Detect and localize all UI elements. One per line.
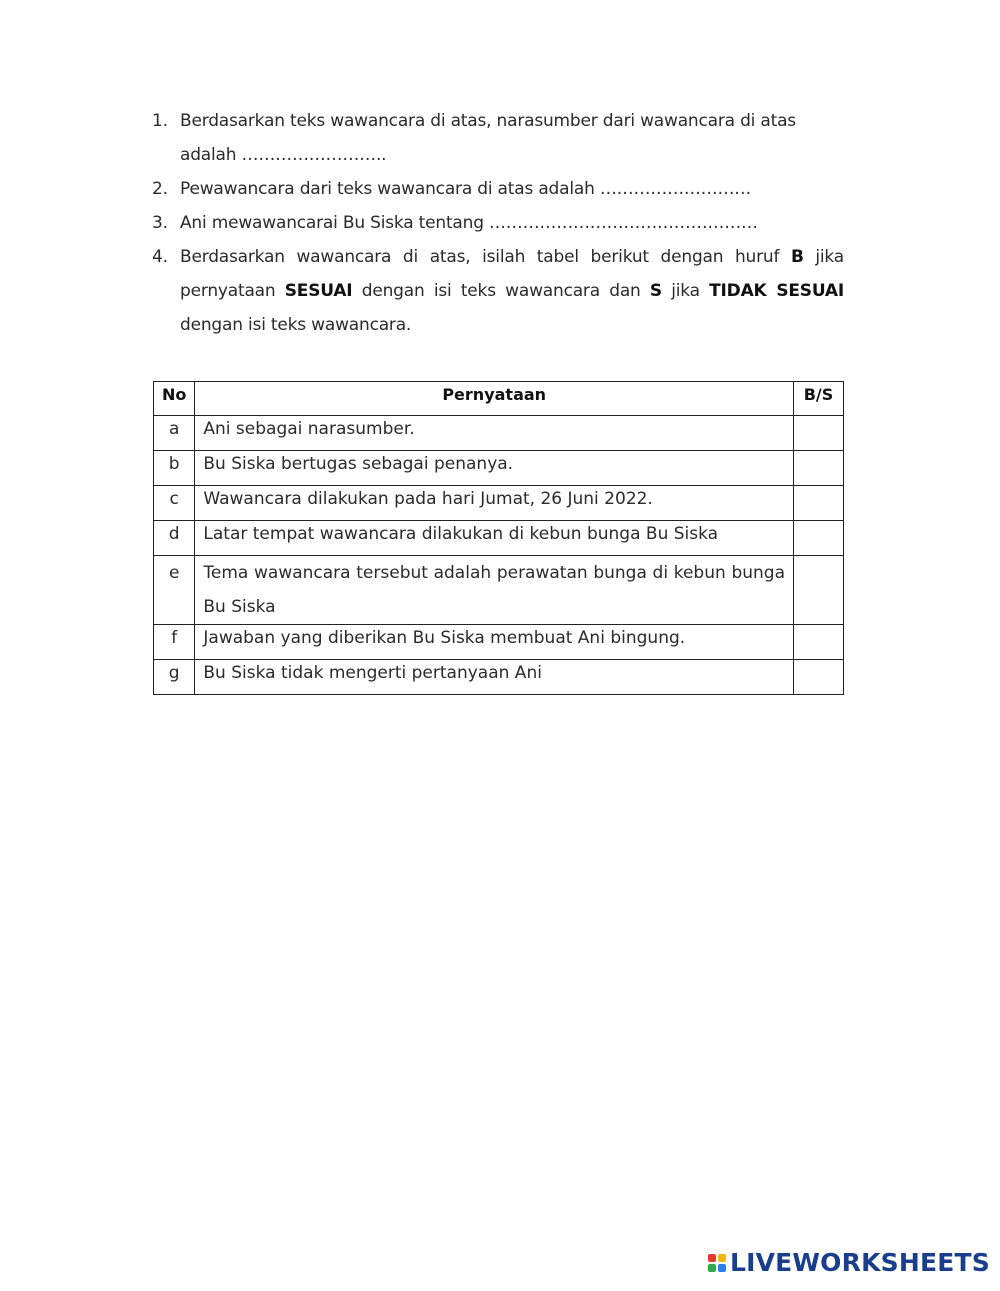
header-answer: B/S [794, 382, 844, 416]
row-no: a [154, 416, 195, 451]
instruction-text: jika [661, 281, 710, 301]
answer-cell[interactable] [794, 451, 844, 486]
instruction-text: dengan isi teks wawancara dan [352, 281, 650, 301]
row-no: b [154, 451, 195, 486]
statement-table [153, 381, 844, 695]
logo-text: LIVEWORKSHEETS [729, 1248, 990, 1277]
answer-cell[interactable] [794, 416, 844, 451]
table-header-row [154, 382, 844, 416]
row-no: c [154, 486, 195, 521]
answer-cell[interactable] [794, 521, 844, 556]
header-no: No [154, 382, 195, 416]
instruction-text: Berdasarkan wawancara di atas, isilah tabel berikut dengan huruf [180, 247, 791, 267]
table-row [154, 625, 844, 660]
row-statement: Jawaban yang diberikan Bu Siska membuat Ani bingung. [195, 625, 794, 660]
question-text: Ani mewawancarai Bu Siska tentang ………………………………………… [180, 213, 758, 233]
keyword-b: B [790, 247, 804, 267]
question-number: 4. [152, 247, 168, 267]
question-number: 1. [152, 111, 168, 131]
table-row [154, 416, 844, 451]
row-statement: Latar tempat wawancara dilakukan di kebun bunga Bu Siska [195, 521, 794, 556]
question-text: Pewawancara dari teks wawancara di atas adalah ……………………… [180, 179, 752, 199]
row-no: e [154, 556, 195, 625]
row-statement: Bu Siska bertugas sebagai penanya. [195, 451, 794, 486]
row-statement: Tema wawancara tersebut adalah perawatan bunga di kebun bunga Bu Siska [195, 556, 794, 625]
keyword-s: S [649, 281, 662, 301]
question-number: 2. [152, 179, 168, 199]
liveworksheets-logo-icon [708, 1254, 726, 1272]
question-list [152, 104, 844, 342]
instruction-text: jika pernyataan [180, 247, 844, 301]
answer-cell[interactable] [794, 625, 844, 660]
question-text [180, 240, 844, 342]
logo-square [708, 1264, 716, 1272]
answer-cell[interactable] [794, 660, 844, 695]
question-4 [152, 240, 844, 342]
row-statement: Ani sebagai narasumber. [195, 416, 794, 451]
answer-cell[interactable] [794, 556, 844, 625]
liveworksheets-logo [708, 1248, 990, 1277]
logo-square [718, 1254, 726, 1262]
question-number: 3. [152, 213, 168, 233]
instruction-text: dengan isi teks wawancara. [180, 315, 412, 335]
row-no: d [154, 521, 195, 556]
answer-cell[interactable] [794, 486, 844, 521]
question-2 [152, 172, 844, 206]
logo-square [708, 1254, 716, 1262]
table-row [154, 521, 844, 556]
keyword-sesuai: SESUAI [284, 281, 353, 301]
table-row [154, 451, 844, 486]
row-statement: Wawancara dilakukan pada hari Jumat, 26 Juni 2022. [195, 486, 794, 521]
question-1 [152, 104, 844, 172]
table-row [154, 556, 844, 625]
row-no: g [154, 660, 195, 695]
table-row [154, 486, 844, 521]
question-text: Berdasarkan teks wawancara di atas, narasumber dari wawancara di atas adalah …………………….. [180, 111, 796, 165]
row-statement: Bu Siska tidak mengerti pertanyaan Ani [195, 660, 794, 695]
keyword-tidak-sesuai: TIDAK SESUAI [709, 281, 844, 301]
row-no: f [154, 625, 195, 660]
logo-square [718, 1264, 726, 1272]
header-statement: Pernyataan [195, 382, 794, 416]
question-3 [152, 206, 844, 240]
table-row [154, 660, 844, 695]
